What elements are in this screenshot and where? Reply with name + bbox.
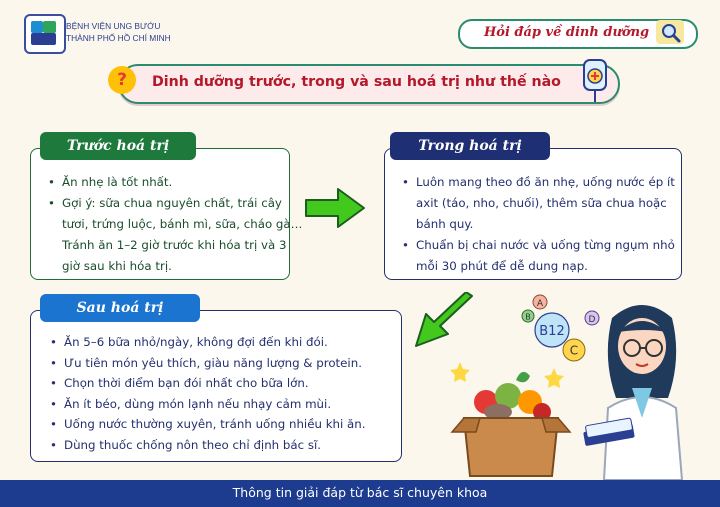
list-item: • Luôn mang theo đồ ăn nhẹ, uống nước ép ít axit (táo, nho, chuối), thêm sữa chua hoặc bánh quy. — [416, 172, 698, 235]
vitamin-b12: B12 — [539, 324, 565, 339]
page-title: Dinh dưỡng trước, trong và sau hoá trị như thế nào — [152, 74, 561, 90]
list-item: • Chuẩn bị chai nước và uống từng ngụm nhỏ mỗi 30 phút để dễ dung nạp. — [416, 235, 698, 277]
before-chemo-heading: Trước hoá trị — [40, 132, 196, 160]
iv-bag-icon — [578, 58, 612, 108]
question-mark-icon: ? — [108, 66, 136, 94]
hospital-logo — [24, 14, 66, 54]
hospital-name — [66, 20, 171, 44]
list-item: • Dùng thuốc chống nôn theo chỉ định bác sĩ. — [64, 435, 418, 456]
doctor-illustration — [578, 298, 708, 480]
list-item: • Ăn 5–6 bữa nhỏ/ngày, không đợi đến khi đói. — [64, 332, 418, 353]
list-item: • Ăn nhẹ là tốt nhất. — [62, 172, 306, 193]
after-chemo-heading: Sau hoá trị — [40, 294, 200, 322]
list-item: • Gợi ý: sữa chua nguyên chất, trái cây tươi, trứng luộc, bánh mì, sữa, cháo gà… Tránh ăn 1–2 giờ trước khi hóa trị và 3 giờ sau khi hóa trị. — [62, 193, 306, 277]
during-chemo-heading: Trong hoá trị — [390, 132, 550, 160]
list-item: • Chọn thời điểm bạn đói nhất cho bữa lớn. — [64, 373, 418, 394]
hospital-name-line1: BỆNH VIỆN UNG BƯỚU — [66, 21, 161, 31]
vitamin-c: C — [569, 343, 579, 358]
hospital-name-line2: THÀNH PHỐ HỒ CHÍ MINH — [66, 33, 171, 43]
topic-tag-label: Hỏi đáp về dinh dưỡng — [484, 25, 650, 40]
list-item: • Ưu tiên món yêu thích, giàu năng lượng & protein. — [64, 353, 418, 374]
list-item: • Ăn ít béo, dùng món lạnh nếu nhạy cảm mùi. — [64, 394, 418, 415]
grocery-box-illustration — [446, 358, 576, 480]
before-chemo-list — [42, 172, 306, 277]
during-chemo-list — [396, 172, 698, 277]
vitamin-b: B — [525, 312, 531, 322]
after-chemo-list — [44, 332, 418, 455]
arrow-right-icon — [304, 186, 366, 234]
vitamin-a: A — [536, 299, 544, 309]
vitamin-d: D — [588, 315, 596, 325]
footer-text: Thông tin giải đáp từ bác sĩ chuyên khoa — [232, 485, 488, 500]
magnifier-icon — [656, 20, 684, 44]
list-item: • Uống nước thường xuyên, tránh uống nhiều khi ăn. — [64, 414, 418, 435]
arrow-down-left-icon — [410, 292, 476, 354]
